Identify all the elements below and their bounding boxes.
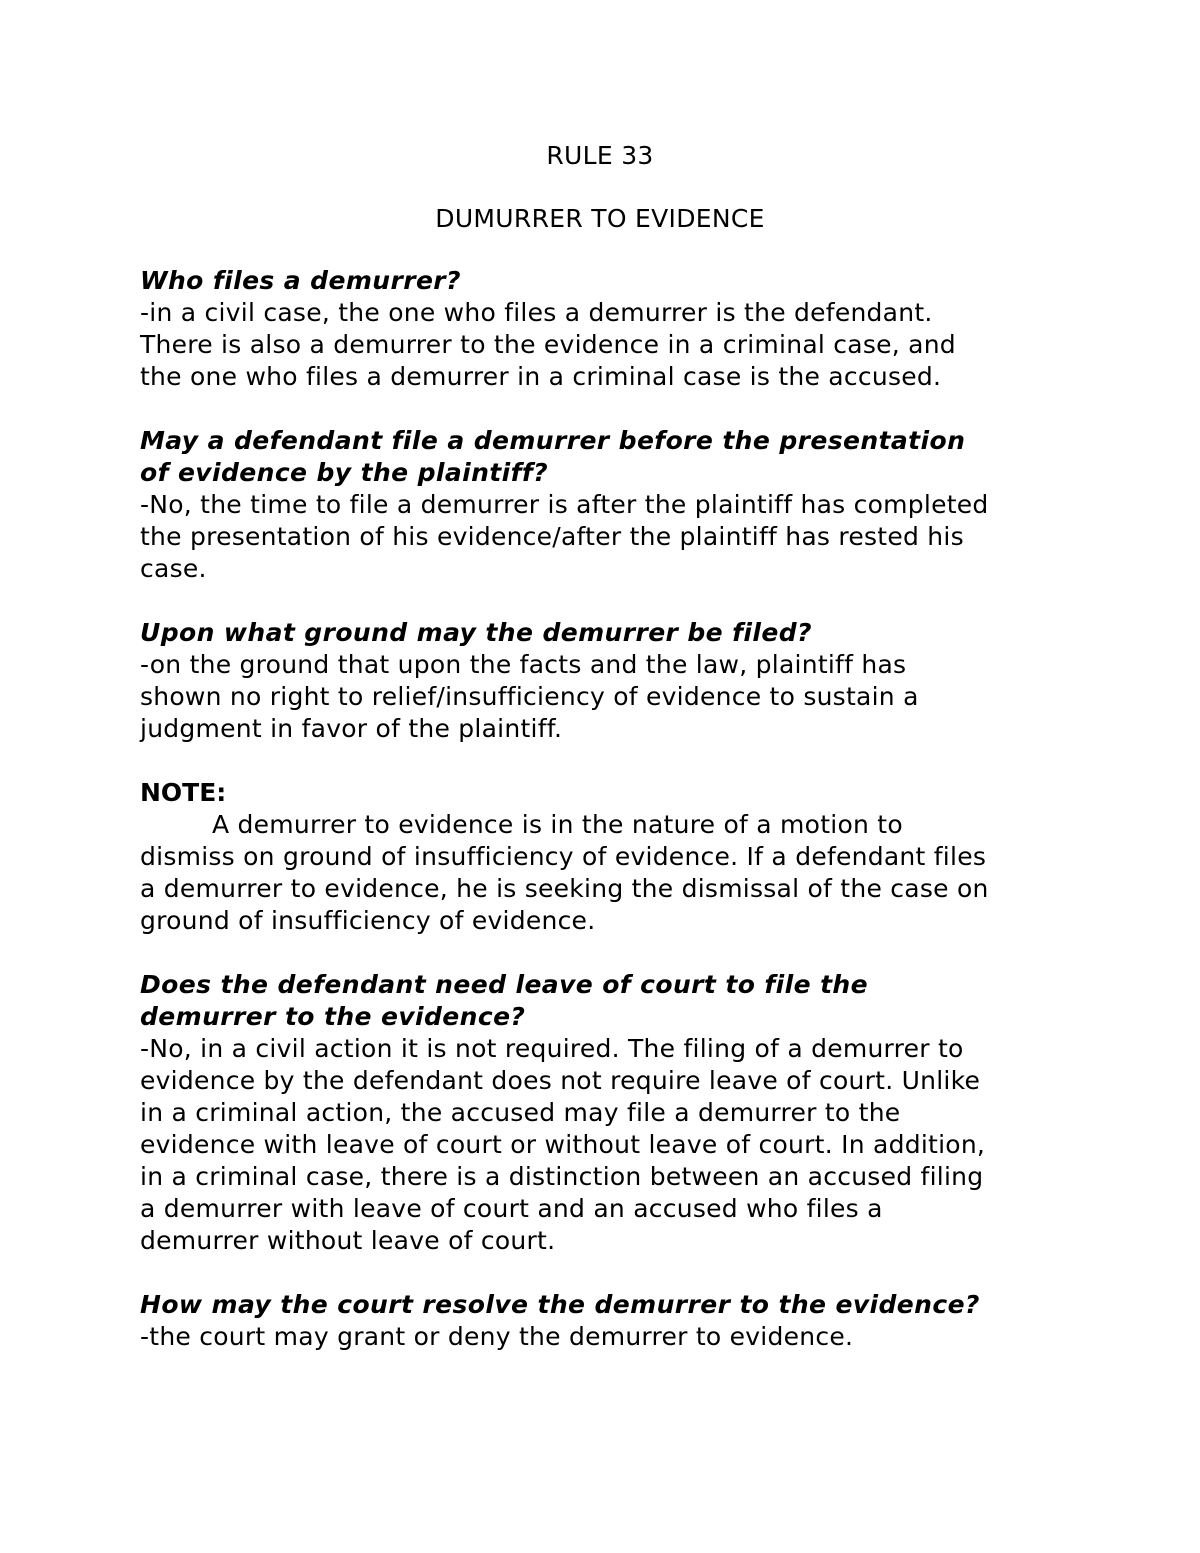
- document-page: [140, 140, 1060, 1385]
- qa-section-who-files: [140, 265, 1060, 393]
- answer-line: evidence by the defendant does not require leave of court. Unlike: [140, 1066, 981, 1095]
- answer-line: There is also a demurrer to the evidence in a criminal case, and: [140, 330, 956, 359]
- qa-section-before-presentation: [140, 425, 1060, 585]
- question-line: demurrer to the evidence?: [140, 1002, 526, 1031]
- qa-section-leave-of-court: [140, 969, 1060, 1257]
- answer-line: the presentation of his evidence/after the plaintiff has rested his: [140, 522, 964, 551]
- answer-line: judgment in favor of the plaintiff.: [140, 714, 563, 743]
- question-line: Does the defendant need leave of court to file the: [140, 970, 868, 999]
- note-line: a demurrer to evidence, he is seeking the dismissal of the case on: [140, 874, 989, 903]
- answer-line: -on the ground that upon the facts and the law, plaintiff has: [140, 650, 907, 679]
- answer-line: in a criminal case, there is a distinction between an accused filing: [140, 1162, 984, 1191]
- answer-line: -No, in a civil action it is not required. The filing of a demurrer to: [140, 1034, 964, 1063]
- note-line: ground of insufficiency of evidence.: [140, 906, 596, 935]
- answer-line: demurrer without leave of court.: [140, 1226, 556, 1255]
- answer-line: in a criminal action, the accused may file a demurrer to the: [140, 1098, 901, 1127]
- answer-line: evidence with leave of court or without leave of court. In addition,: [140, 1130, 986, 1159]
- question: How may the court resolve the demurrer to the evidence?: [140, 1290, 980, 1319]
- question: Who files a demurrer?: [140, 266, 461, 295]
- note-section: [140, 777, 1060, 937]
- answer-line: case.: [140, 554, 207, 583]
- answer-line: -in a civil case, the one who files a demurrer is the defendant.: [140, 298, 933, 327]
- note-line: dismiss on ground of insufficiency of evidence. If a defendant files: [140, 842, 987, 871]
- qa-section-ground: [140, 617, 1060, 745]
- note-label: NOTE:: [140, 778, 227, 807]
- answer-line: -the court may grant or deny the demurrer to evidence.: [140, 1322, 854, 1351]
- answer-line: a demurrer with leave of court and an accused who files a: [140, 1194, 883, 1223]
- rule-subtitle: DUMURRER TO EVIDENCE: [435, 204, 765, 233]
- note-line: A demurrer to evidence is in the nature of a motion to: [212, 810, 903, 839]
- question-line: May a defendant file a demurrer before the presentation: [140, 426, 966, 455]
- answer-line: shown no right to relief/insufficiency of evidence to sustain a: [140, 682, 919, 711]
- question-line: of evidence by the plaintiff?: [140, 458, 549, 487]
- rule-heading: RULE 33: [546, 141, 654, 170]
- question: Upon what ground may the demurrer be filed?: [140, 618, 812, 647]
- answer-line: the one who files a demurrer in a criminal case is the accused.: [140, 362, 942, 391]
- qa-section-resolve: [140, 1289, 1060, 1353]
- answer-line: -No, the time to file a demurrer is after the plaintiff has completed: [140, 490, 989, 519]
